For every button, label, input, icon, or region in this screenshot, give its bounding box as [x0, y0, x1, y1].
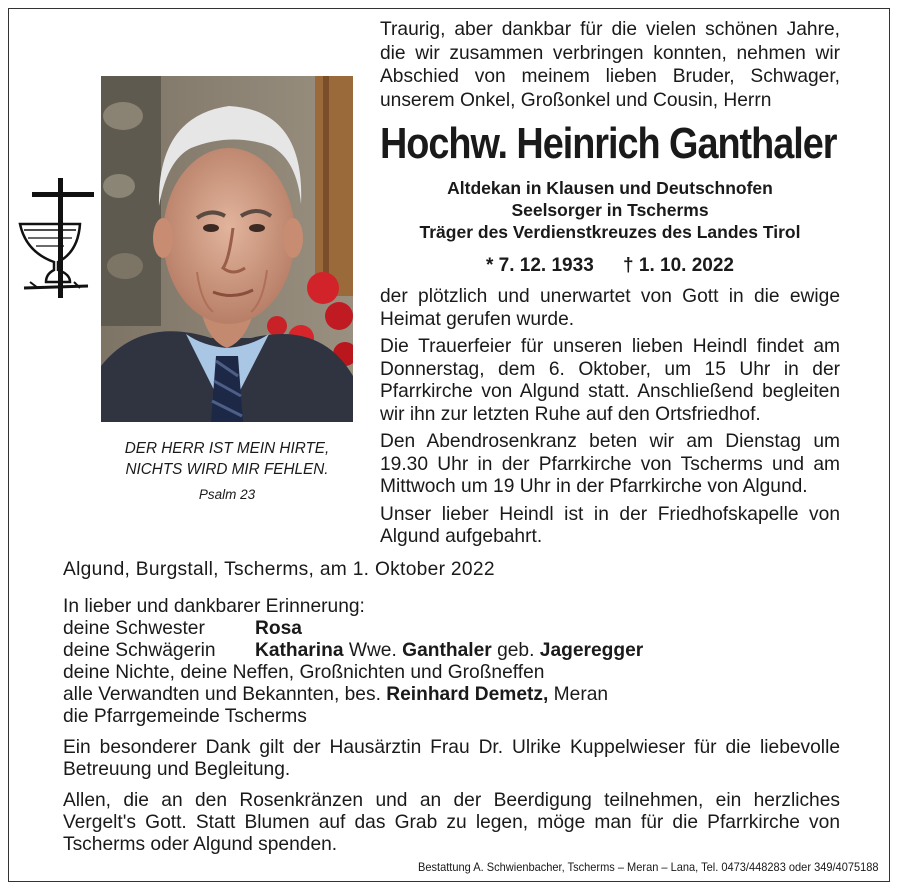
title-line: Altdekan in Klausen und Deutschnofen — [447, 178, 773, 198]
mourner-row — [63, 684, 843, 706]
body-paragraph: der plötzlich und unerwartet von Gott in die ewige Heimat gerufen wurde. — [380, 286, 840, 330]
psalm-reference: Psalm 23 — [198, 487, 256, 502]
mourner-place: Meran — [553, 684, 609, 705]
deceased-name: Hochw. Heinrich Ganthaler — [380, 119, 837, 168]
body-paragraph: Den Abendrosenkranz beten wir am Dienstag um 19.30 Uhr in der Pfarrkirche von Tscherms und am Mittwoch um 19 Uhr in der Pfarrkirche von Algund. — [380, 431, 840, 497]
mourner-row — [63, 640, 843, 662]
funeral-home-footer: Bestattung A. Schwienbacher, Tscherms – Meran – Lana, Tel. 0473/448283 oder 349/4075188 — [418, 860, 879, 874]
psalm-line: DER HERR IST MEIN HIRTE, — [124, 440, 330, 457]
title-line: Träger des Verdienstkreuzes des Landes Tirol — [419, 222, 801, 242]
mourner-name: Katharina — [255, 640, 344, 661]
title-line: Seelsorger in Tscherms — [511, 200, 709, 220]
psalm-quote — [101, 438, 353, 502]
mourner-name: Reinhard Demetz, — [386, 684, 549, 705]
place-and-date: Algund, Burgstall, Tscherms, am 1. Oktober 2022 — [63, 559, 495, 580]
mourner-name: Rosa — [255, 618, 302, 639]
cross-chalice-icon — [18, 178, 96, 300]
mourners-heading: In lieber und dankbarer Erinnerung: — [63, 596, 365, 617]
titles-block — [380, 177, 840, 243]
portrait-photo — [101, 76, 353, 422]
intro-paragraph: Traurig, aber dankbar für die vielen schönen Jahre, die wir zusammen verbringen konnten, nehmen wir Abschied von meinem lieben Bruder, Schwager, unserem Onkel, Großonkel und Cousin, Herrn — [380, 19, 840, 111]
psalm-line: NICHTS WIRD MIR FEHLEN. — [125, 461, 329, 478]
mourner-row — [63, 618, 843, 640]
life-dates — [380, 254, 840, 278]
mourners-list — [63, 596, 843, 728]
body-paragraph: Unser lieber Heindl ist in der Friedhofskapelle von Algund aufgebahrt. — [380, 503, 840, 547]
mourner-row: die Pfarrgemeinde Tscherms — [63, 706, 307, 727]
mourner-maiden-name: Jageregger — [539, 640, 644, 661]
mourner-row: deine Nichte, deine Neffen, Großnichten und Großneffen — [63, 662, 545, 683]
born-abbrev: geb. — [497, 640, 535, 661]
thanks-block — [63, 737, 840, 865]
thanks-paragraph: Allen, die an den Rosenkränzen und an der Beerdigung teilnehmen, ein herzliches Vergelt's Gott. Statt Blumen auf das Grab zu legen, möge man für die Pfarrkirche von Tscherms oder Algund spenden. — [63, 790, 840, 855]
relatives-label: alle Verwandten und Bekannten, bes. — [63, 684, 381, 705]
announcement-body — [380, 286, 840, 554]
relation-label: deine Schwester — [63, 618, 205, 639]
relation-label: deine Schwägerin — [63, 640, 216, 661]
body-paragraph: Die Trauerfeier für unseren lieben Heindl findet am Donnerstag, dem 6. Oktober, um 15 Uhr in der Pfarrkirche von Algund statt. Anschließend begleiten wir ihn zur letzten Ruhe auf den Ortsfriedhof. — [380, 336, 840, 425]
thanks-paragraph: Ein besonderer Dank gilt der Hausärztin Frau Dr. Ulrike Kuppelwieser für die liebevolle Betreuung und Begleitung. — [63, 737, 840, 780]
mourner-surname: Ganthaler — [402, 640, 492, 661]
birth-date: * 7. 12. 1933 — [486, 255, 594, 276]
widow-abbrev: Wwe. — [348, 640, 397, 661]
intro-text — [380, 18, 840, 112]
death-date: † 1. 10. 2022 — [623, 255, 734, 276]
